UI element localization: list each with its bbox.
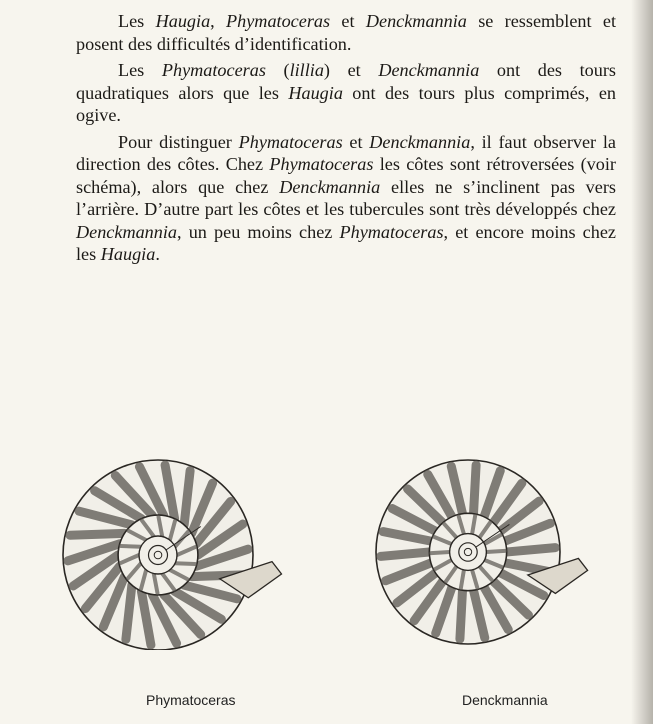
text-run: ont des tours quadratiques alors que les <box>76 60 616 103</box>
text-run: , un peu moins chez <box>177 221 340 242</box>
italic-genus-name: Denckmannia <box>279 176 381 197</box>
italic-genus-name: Haugia <box>288 82 343 103</box>
text-run: ont des tours plus comprimés, en ogive. <box>76 82 616 125</box>
rib-mark <box>381 552 430 556</box>
text-run: ) et <box>323 60 379 80</box>
text-run: les côtes sont rétroversées (voir schéma), alors que chez <box>76 154 616 197</box>
body-text <box>76 10 616 270</box>
text-run: ( <box>265 60 290 80</box>
rib-mark <box>507 548 556 552</box>
caption-denckmannia: Denckmannia <box>462 692 548 708</box>
italic-genus-name: Phymatoceras <box>269 154 374 174</box>
paragraph <box>76 59 616 127</box>
text-run: et <box>342 131 370 152</box>
phymatoceras-shell-drawing <box>63 460 282 650</box>
text-run: Les <box>118 60 162 80</box>
paragraph <box>76 131 616 266</box>
rib-mark <box>70 533 124 535</box>
italic-genus-name: Denckmannia <box>369 131 471 152</box>
italic-genus-name: Phymatoceras <box>226 11 331 31</box>
italic-genus-name: Phymatoceras <box>238 131 343 152</box>
caption-phymatoceras: Phymatoceras <box>146 692 236 708</box>
rib-mark <box>126 585 132 639</box>
italic-genus-name: Phymatoceras <box>339 221 444 242</box>
italic-genus-name: Denckmannia <box>378 60 480 80</box>
italic-genus-name: Phymatoceras <box>161 60 266 80</box>
rib-mark <box>473 465 476 514</box>
paragraph <box>76 10 616 55</box>
text-run: et <box>330 11 366 31</box>
italic-genus-name: lillia <box>289 60 324 80</box>
text-run: Pour distinguer <box>118 131 239 152</box>
text-run: se ressemblent et posent des difficultés d’identification. <box>76 11 616 54</box>
text-run: elles ne s’inclinent pas vers l’arrière. D’autre part les côtes et les tubercules sont très développés chez <box>76 176 616 219</box>
rib-mark <box>460 590 463 639</box>
text-run: Les <box>118 11 156 31</box>
denckmannia-shell-drawing <box>376 460 588 644</box>
italic-genus-name: Denckmannia <box>76 221 178 242</box>
italic-genus-name: Haugia <box>155 11 211 31</box>
italic-genus-name: Denckmannia <box>365 11 467 31</box>
text-run: . <box>155 244 160 264</box>
text-run: , et encore moins chez les <box>76 221 616 264</box>
text-run: , il faut observer la direction des côtes. Chez <box>76 131 616 174</box>
italic-genus-name: Haugia <box>100 244 156 264</box>
rib-mark <box>184 471 190 525</box>
ammonite-diagrams <box>30 440 640 650</box>
text-run: , <box>210 11 227 31</box>
